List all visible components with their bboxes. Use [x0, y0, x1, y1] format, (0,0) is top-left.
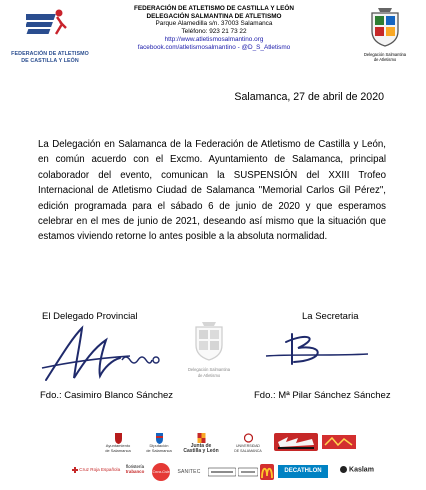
- ayuntamiento-line2: de Salamanca: [105, 447, 131, 453]
- federation-logo-line1: FEDERACIÓN DE ATLETISMO: [11, 51, 89, 57]
- header-federation: FEDERACIÓN DE ATLETISMO DE CASTILLA Y LEÓN: [133, 5, 294, 12]
- floristeria-line1: floristería: [125, 464, 145, 469]
- sponsor-row-institutions: [98, 432, 358, 460]
- junta-line1: Junta de: [190, 443, 212, 449]
- sponsor-sanitec: SANITEC: [177, 469, 201, 475]
- mcdonalds-arches-icon: [260, 464, 274, 480]
- usal-line1: UNIVERSIDAD: [236, 444, 260, 448]
- sponsor-junta: [178, 432, 224, 453]
- stamp-coat-of-arms-icon: [192, 320, 226, 362]
- delegation-logo: [360, 6, 410, 66]
- letter-paragraph: La Delegación en Salamanca de la Federación de Atletismo de Castilla y León, en común acuerdo con el Excmo. Ayuntamiento de Salamanca, principal colaborador del evento, comunican la SUSPENSIÓN del XXIII Trofeo Internacional de Atletismo Ciudad de Salamanca "Memorial Carlos Gil Pérez", edición programada para el sábado 6 de junio de 2020 y que esperamos celebrar en el mes de junio de 2021, deseando así mismo que la situación que estamos viviendo retorne lo antes posible a la absoluta normalidad.: [38, 139, 386, 243]
- sponsor-logo-a: [208, 466, 236, 478]
- runner-logo-icon: [26, 8, 68, 40]
- header-address: Parque Alamedilla s/n. 37003 Salamanca: [155, 20, 273, 28]
- sponsor-logo-b: [238, 466, 258, 478]
- right-signatory-title: La Secretaria: [302, 311, 359, 322]
- sponsor-kaslam: [334, 466, 380, 473]
- kaslam-logo-icon: [340, 466, 347, 473]
- secretaria-signature: [262, 330, 372, 372]
- left-signatory-name: Fdo.: Casimiro Blanco Sánchez: [40, 390, 174, 401]
- red-cross-icon: [72, 467, 78, 473]
- letterhead: [112, 5, 316, 51]
- delegation-stamp: [180, 320, 238, 386]
- sponsor-decathlon: DECATHLON: [278, 465, 328, 478]
- federation-logo-line2: DE CASTILLA Y LEÓN: [21, 58, 79, 64]
- usal-line2: DE SALAMANCA: [234, 448, 262, 453]
- cruz-roja-label: Cruz Roja Española: [79, 467, 121, 473]
- header-delegation: DELEGACIÓN SALMANTINA DE ATLETISMO: [146, 12, 282, 20]
- partner-logo: [322, 435, 356, 449]
- event-banner-logo: [274, 433, 318, 451]
- sponsor-diputacion: [142, 432, 176, 453]
- federation-logo: [8, 8, 92, 70]
- stamp-line1: Delegación Salmantina: [187, 367, 231, 372]
- usal-seal-icon: [244, 432, 253, 444]
- sponsor-row-companies: [72, 463, 382, 485]
- sponsor-coca-cola: Coca-Cola: [152, 463, 170, 481]
- coat-of-arms-icon: [368, 6, 402, 48]
- kaslam-label: Kaslam: [349, 466, 374, 474]
- sponsor-ayuntamiento: [98, 432, 138, 453]
- floristeria-line2: trabanco: [125, 469, 145, 474]
- stamp-line2: de Atletismo: [197, 373, 221, 378]
- diputacion-line2: de Salamanca: [146, 447, 172, 453]
- sponsor-cruz-roja: [72, 467, 121, 473]
- delegation-logo-line2: de Atletismo: [373, 57, 397, 62]
- right-signatory-name: Fdo.: Mª Pilar Sánchez Sánchez: [254, 390, 391, 401]
- delegado-signature: [40, 322, 170, 390]
- sponsor-usal: [226, 432, 270, 453]
- header-phone: Teléfono: 923 21 73 22: [181, 28, 247, 36]
- left-signatory-title: El Delegado Provincial: [42, 311, 138, 322]
- sponsor-floristeria: [120, 464, 150, 474]
- letter-body: [38, 137, 386, 245]
- ayuntamiento-line1: Ayuntamiento: [105, 443, 131, 448]
- junta-line2: Castilla y León: [183, 447, 219, 454]
- letter-date: Salamanca, 27 de abril de 2020: [234, 91, 384, 103]
- delegation-logo-line1: Delegación Salmantina: [363, 52, 407, 57]
- header-website-link[interactable]: http://www.atletismosalmantino.org: [164, 35, 264, 43]
- diputacion-line1: Diputación: [149, 443, 169, 448]
- header-social-link[interactable]: facebook.com/atletismosalmantino - @D_S_Atletismo: [137, 43, 291, 51]
